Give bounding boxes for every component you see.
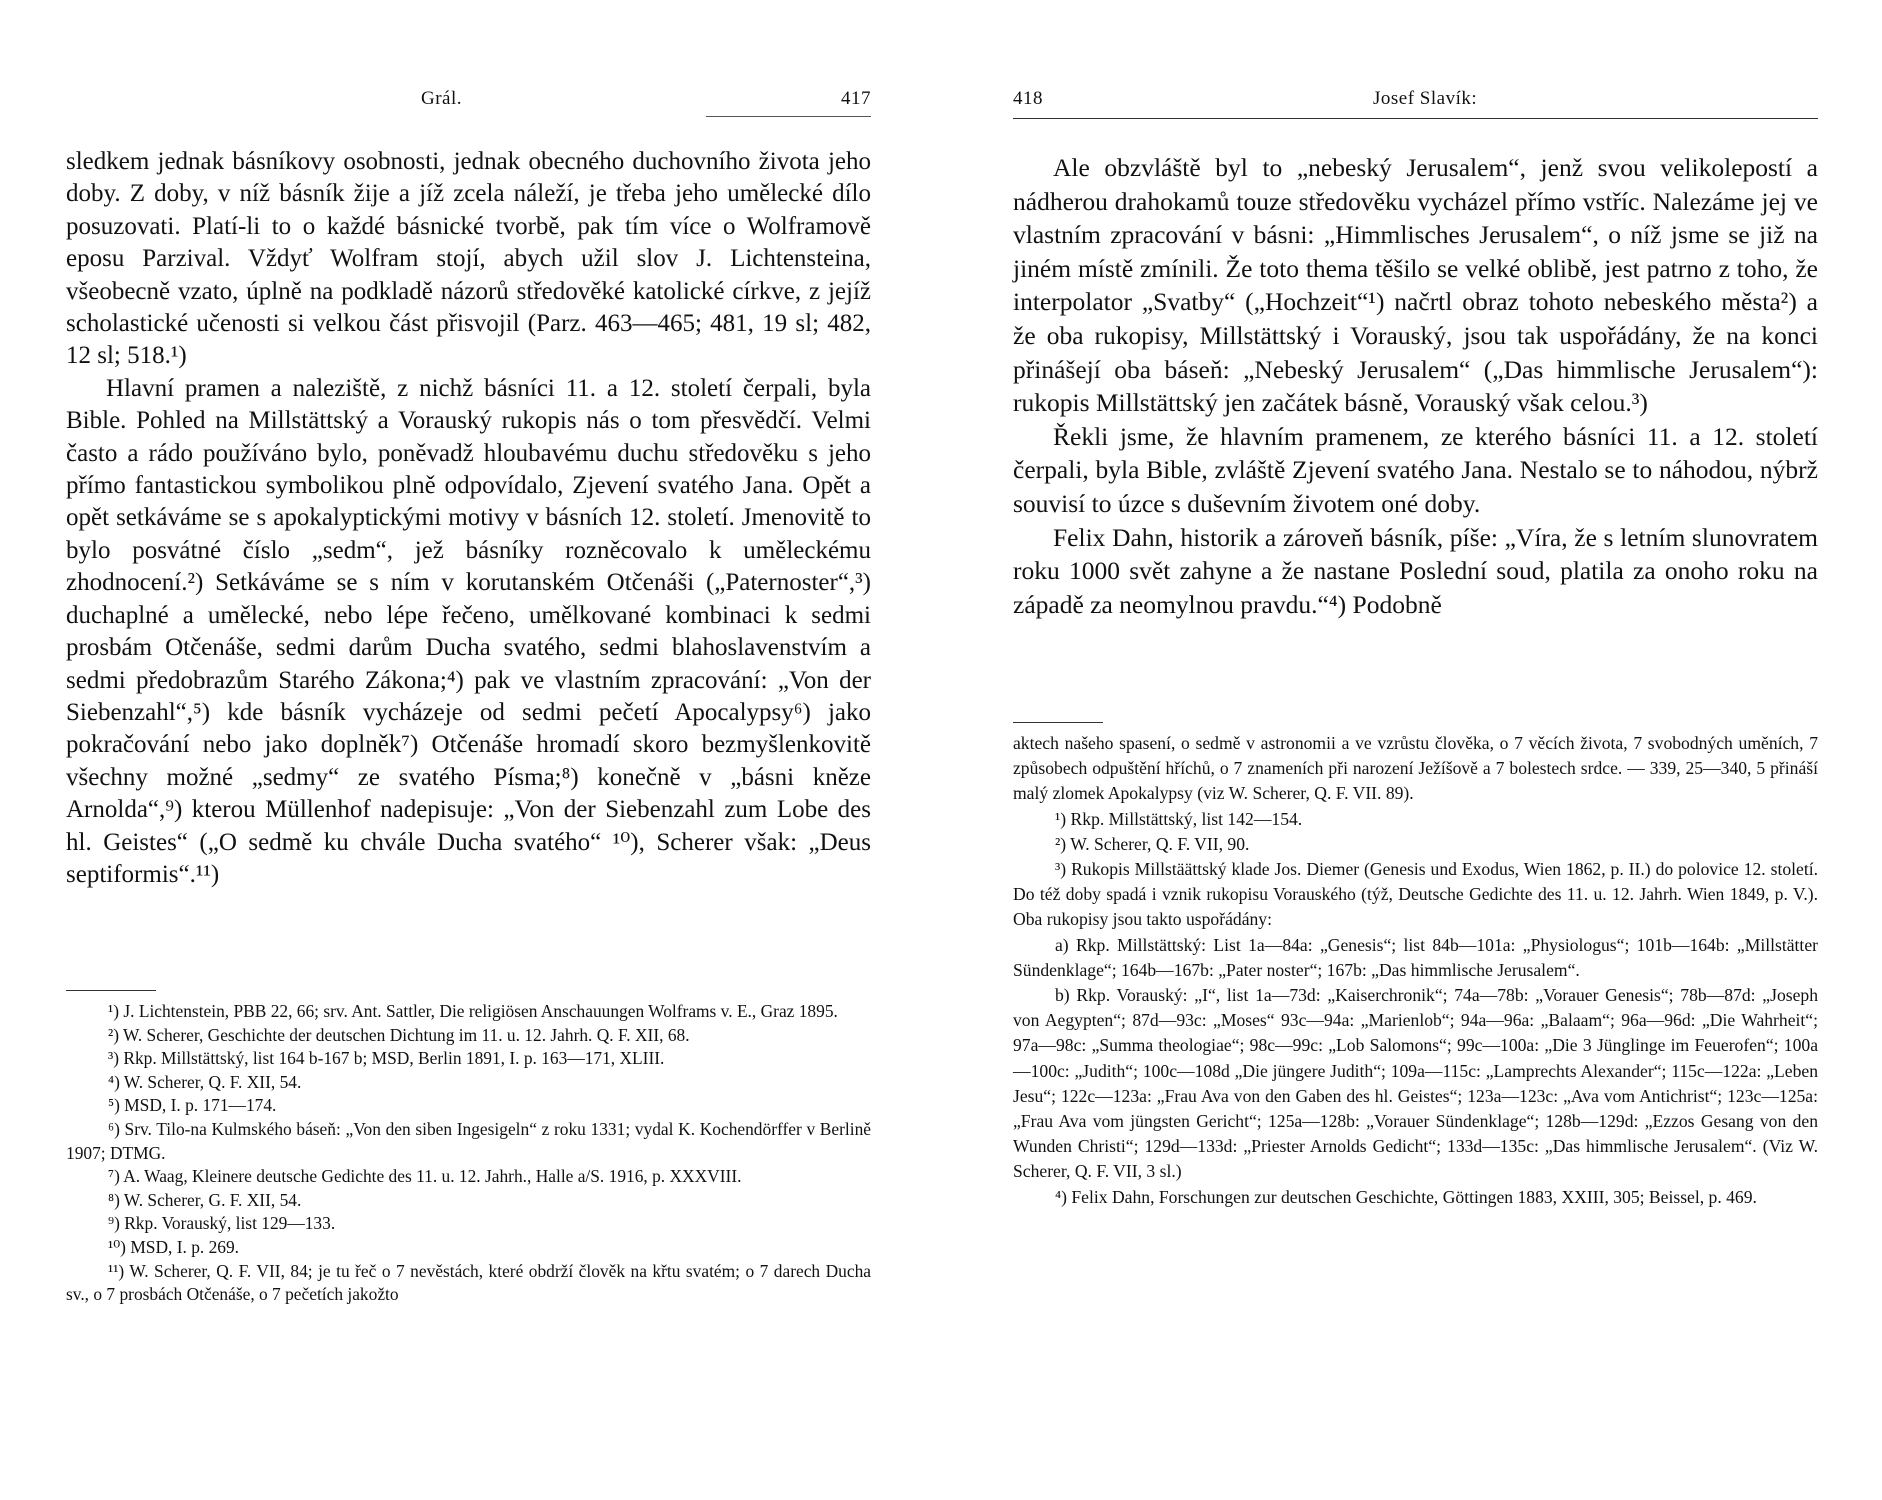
right-page — [941, 0, 1882, 1500]
page-number: 418 — [1013, 88, 1043, 109]
footnote: a) Rkp. Millstättský: List 1a—84a: „Genesis“; list 84b—101a: „Physiologus“; 101b—164b: „Millstätter Sündenklage“; 164b—167b: „Pater noster“; 167b: „Das himmlische Jerusalem“. — [1013, 934, 1818, 980]
paragraph: Felix Dahn, historik a zároveň básník, píše: „Víra, že s letním slunovratem roku 1000 svět zahyne a že nastane Poslední soud, platila za onoho roku na západě za neomylnou pravdu.“⁴) Podobně — [1013, 522, 1818, 619]
footnote: ¹) J. Lichtenstein, PBB 22, 66; srv. Ant. Sattler, Die religiösen Anschauungen Wolframs v. E., Graz 1895. — [108, 1001, 838, 1021]
left-page-header — [66, 88, 871, 118]
footnote-continuation: aktech našeho spasení, o sedmě v astronomii a ve vzrůstu člověka, o 7 věcích života, 7 svobodných uměních, 7 způsobech odpuštění hříchů, o 7 znameních při narození Ježíšově a 7 bolestech srdce. — 339, 25—340, 5 přináší malý zlomek Apokalypsy (viz W. Scherer, Q. F. VII. 89). — [1013, 733, 1818, 804]
footnote-separator — [66, 990, 156, 991]
footnote: ³) Rukopis Millstäättský klade Jos. Diemer (Genesis und Exodus, Wien 1862, p. II.) do polovice 12. století. Do též doby spadá i vznik rukopisu Vorauského (týž, Deutsche Gedichte des 11. u. 12. Jahrh. Wien 1849, p. V.). Oba rukopisy jsou takto uspořádány: — [1013, 859, 1818, 930]
paragraph: Ale obzvláště byl to „nebeský Jerusalem“, jenž svou velikolepostí a nádherou drahokamů touze středověku vycházel přímo vstříc. Nalezáme jej ve vlastním zpracování v básni: „Himmlisches Jerusalem“, o níž jsme se již na jiném místě zmínili. Že toto thema těšilo se velké oblibě, jest patrno z toho, že interpolator „Svatby“ („Hochzeit“¹) načrtl obraz tohoto nebeského města²) a že oba rukopisy, Millstättský i Vorauský, jsou tak uspořádány, že na konci přinášejí oba báseň: „Nebeský Jerusalem“ („Das himmlische Jerusalem“): rukopis Millstättský jen začátek básně, Vorauský však celou.³) — [1013, 153, 1818, 418]
paragraph: Hlavní pramen a naleziště, z nichž básníci 11. a 12. století čerpali, byla Bible. Pohled na Millstättský a Vorauský rukopis nás o tom přesvědčí. Velmi často a rádo používáno bylo, poněvadž hloubavému duchu středověku s jeho přímo fantastickou symbolikou plně odpovídalo, Zjevení svatého Jana. Opět a opět setkáváme se s apokalyptickými motivy v básních 12. století. Jmenovitě to bylo posvátné číslo „sedm“, jež básníky rozněcovalo k uměleckému zhodnocení.²) Setkáváme se s ním v korutanském Otčenáši („Paternoster“,³) duchaplné a umělecké, nebo lépe řečeno, umělkované kombinaci k sedmi prosbám Otčenáše, sedmi darům Ducha svatého, sedmi blahoslavenstvím a sedmi předobrazům Starého Zákona;⁴) pak ve vlastním zpracování: „Von der Siebenzahl“,⁵) kde básník vycházeje od sedmi pečetí Apocalypsy⁶) jako pokračování nebo jako doplněk⁷) Otčenáše hromadí skoro bezmyšlenkovitě všechny možné „sedmy“ ze svatého Písma;⁸) konečně v „básni kněze Arnolda“,⁹) kterou Müllenhof nadepisuje: „Von der Siebenzahl zum Lobe des hl. Geistes“ („O sedmě ku chvále Ducha svatého“ ¹⁰), Scherer však: „Deus septiformis“.¹¹) — [66, 374, 871, 888]
footnote: ¹) Rkp. Millstättský, list 142—154. — [1055, 808, 1303, 829]
paragraph: sledkem jednak básníkovy osobnosti, jednak obecného duchovního života jeho doby. Z doby, v níž básník žije a jíž zcela náleží, je třeba jeho umělecké dílo posuzovati. Platí-li to o každé básnické tvorbě, pak tím více o Wolframově eposu Parzival. Vždyť Wolfram stojí, abych užil slov J. Lichtensteina, všeobecně vzato, úplně na podkladě názorů středověké katolické církve, z jejíž scholastické učenosti si velkou část přisvojil (Parz. 463—465; 481, 19 sl; 482, 12 sl; 518.¹) — [66, 148, 871, 370]
footnote-separator — [1013, 722, 1103, 723]
footnote: ⁹) Rkp. Vorauský, list 129—133. — [108, 1213, 336, 1234]
footnote: ⁶) Srv. Tilo-na Kulmského báseň: „Von den siben Ingesigeln“ z roku 1331; vydal K. Kochendörffer v Berlině 1907; DTMG. — [66, 1118, 871, 1163]
footnote: ⁴) Felix Dahn, Forschungen zur deutschen Geschichte, Göttingen 1883, XXIII, 305; Beissel, p. 469. — [1055, 1186, 1757, 1207]
paragraph: Řekli jsme, že hlavním pramenem, ze kterého básníci 11. a 12. století čerpali, byla Bible, zvláště Zjevení svatého Jana. Nestalo se to náhodou, nýbrž souvisí to úzce s duševním životem oné doby. — [1013, 421, 1818, 518]
footnote: ⁷) A. Waag, Kleinere deutsche Gedichte des 11. u. 12. Jahrh., Halle a/S. 1916, p. XXXVIII. — [108, 1166, 742, 1187]
body-text — [66, 146, 871, 891]
running-title: Grál. — [421, 88, 463, 109]
footnote: ⁸) W. Scherer, G. F. XII, 54. — [108, 1189, 302, 1210]
page-number: 417 — [841, 88, 871, 109]
footnote: ²) W. Scherer, Q. F. VII, 90. — [1055, 833, 1250, 854]
header-rule — [706, 116, 871, 117]
footnotes — [66, 1000, 871, 1307]
footnote: ¹¹) W. Scherer, Q. F. VII, 84; je tu řeč o 7 nevěstách, které obdrží člověk na křtu svatém; o 7 darech Ducha sv., o 7 prosbách Otčenáše, o 7 pečetích jakožto — [66, 1260, 871, 1305]
right-page-header — [1013, 88, 1818, 119]
footnote: ⁴) W. Scherer, Q. F. XII, 54. — [108, 1071, 302, 1092]
footnote: b) Rkp. Vorauský: „I“, list 1a—73d: „Kaiserchronik“; 74a—78b: „Vorauer Genesis“; 78b—87d: „Joseph von Aegypten“; 87d—93c: „Moses“ 93c—94a: „Marienlob“; 94a—96a: „Balaam“; 96a—96d: „Die Wahrheit“; 97a—98c: „Summa theologiae“; 98c—99c: „Lob Salomons“; 99c—100a: „Die 3 Jünglinge im Feuerofen“; 100a—100c: „Judith“; 100c—108d „Die jüngere Judith“; 109a—115c: „Lamprechts Alexander“; 115c—122a: „Leben Jesu“; 122c—123a: „Frau Ava von den Gaben des hl. Geistes“; 123a—123c: „Ava vom Antichrist“; 123c—125a: „Frau Ava vom jüngsten Gericht“; 125a—128b: „Vorauer Sündenklage“; 128b—129d: „Ezzos Gesang von den Wunden Christi“; 129d—133d: „Priester Arnolds Gedicht“; 133d—135c: „Das himmlische Jerusalem“. (Viz W. Scherer, Q. F. VII, 3 sl.) — [1013, 985, 1818, 1182]
footnotes — [1013, 731, 1818, 1210]
footnote: ⁵) MSD, I. p. 171—174. — [108, 1095, 277, 1116]
body-text — [1013, 151, 1818, 621]
footnote: ²) W. Scherer, Geschichte der deutschen Dichtung im 11. u. 12. Jahrh. Q. F. XII, 68. — [108, 1024, 690, 1045]
footnote: ¹⁰) MSD, I. p. 269. — [108, 1236, 240, 1257]
footnote: ³) Rkp. Millstättský, list 164 b-167 b; MSD, Berlin 1891, I. p. 163—171, XLIII. — [108, 1048, 665, 1069]
running-title: Josef Slavík: — [1373, 88, 1478, 109]
